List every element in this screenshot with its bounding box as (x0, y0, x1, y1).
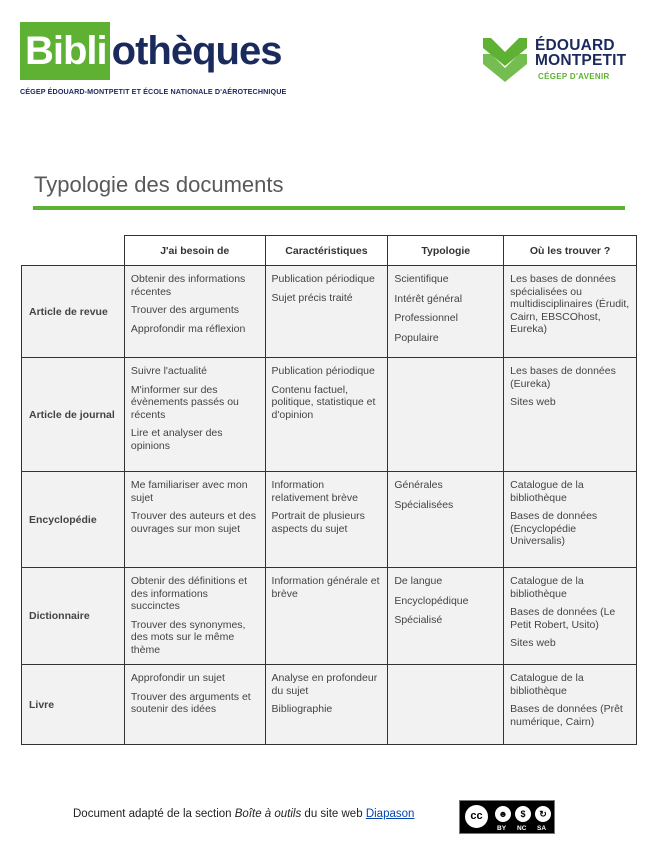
header-blank-cell (22, 236, 125, 266)
row-label: Article de journal (22, 358, 125, 472)
cell-item: Bases de données (Le Petit Robert, Usito) (510, 606, 616, 631)
cell-item: Scientifique (394, 273, 449, 285)
table-row (22, 665, 637, 745)
sa-icon: ↻ (533, 804, 553, 824)
cell-item: Suivre l'actualité (130, 365, 208, 377)
footer-credit (73, 808, 414, 820)
cell-item: Catalogue de la bibliothèque (510, 672, 584, 697)
logo-subtitle: CÉGEP ÉDOUARD-MONTPETIT ET ÉCOLE NATIONALE D'AÉROTECHNIQUE (20, 87, 287, 96)
table-row (22, 266, 637, 358)
em-logo-line1: ÉDOUARD (535, 37, 615, 54)
row-label: Article de revue (22, 266, 125, 358)
footer-text-middle: du site web (301, 808, 366, 820)
cell-item: Obtenir des informations récentes (130, 273, 246, 298)
cell-item: Bases de données (Encyclopédie Universalis) (510, 510, 598, 547)
header-ou: Où les trouver ? (504, 236, 637, 266)
table-header-row (22, 236, 637, 266)
cell-item: Catalogue de la bibliothèque (510, 575, 584, 600)
cell-item: Populaire (394, 331, 439, 344)
cell-item: Spécialisé (394, 614, 443, 626)
by-icon: ☻ (493, 804, 513, 824)
caracteristiques-cell (265, 358, 388, 472)
caracteristiques-cell (265, 665, 388, 745)
cell-item: Publication périodique (271, 273, 375, 285)
table-body (22, 266, 637, 745)
em-logo-tagline: CÉGEP D'AVENIR (538, 72, 610, 81)
cell-item: Trouver des synonymes, des mots sur le même thème (130, 618, 246, 656)
besoin-cell (124, 568, 265, 665)
cell-item: Obtenir des définitions et des informations succinctes (130, 575, 248, 612)
cell-item: Catalogue de la bibliothèque (510, 479, 584, 504)
cell-item: Information relativement brève (271, 479, 358, 504)
cell-item: Analyse en profondeur du sujet (271, 672, 378, 697)
cell-item: Sujet précis traité (271, 291, 353, 304)
cell-item: Approfondir un sujet (130, 672, 225, 684)
cell-item: Information générale et brève (271, 575, 380, 600)
header-besoin: J'ai besoin de (124, 236, 265, 266)
typologie-cell (388, 266, 504, 358)
cc-icon: cc (463, 803, 490, 830)
edouard-montpetit-logo (483, 36, 643, 88)
table-row (22, 358, 637, 472)
cell-item: Sites web (510, 637, 556, 649)
row-label: Livre (22, 665, 125, 745)
cell-item: Trouver des arguments et soutenir des idées (130, 690, 251, 715)
nc-label: NC (517, 825, 527, 832)
cell-item: Lire et analyser des opinions (130, 427, 223, 452)
row-label: Dictionnaire (22, 568, 125, 665)
cell-item: Générales (394, 479, 443, 491)
header-caracteristiques: Caractéristiques (265, 236, 388, 266)
ou-cell (504, 568, 637, 665)
cell-item: Les bases de données spécialisées ou multidisciplinaires (Érudit, Cairn, EBSCOhost, Eureka) (510, 273, 630, 335)
cell-item: Intérêt général (394, 292, 463, 305)
cell-item: De langue (394, 575, 443, 587)
logo-text-green: Bibli (20, 22, 110, 80)
page-title: Typologie des documents (34, 172, 284, 197)
ou-cell (504, 472, 637, 568)
cell-item: Bibliographie (271, 703, 333, 715)
caracteristiques-cell (265, 568, 388, 665)
cell-item: Spécialisées (394, 498, 454, 511)
typologie-cell (388, 472, 504, 568)
title-underline (33, 206, 625, 210)
typologie-cell (388, 665, 504, 745)
table-row (22, 472, 637, 568)
cell-item: Trouver des arguments (130, 304, 240, 316)
ou-cell (504, 358, 637, 472)
table-row (22, 568, 637, 665)
cell-item: M'informer sur des évènements passés ou récents (130, 383, 239, 421)
cell-item: Bases de données (Prêt numérique, Cairn) (510, 703, 623, 728)
ou-cell (504, 665, 637, 745)
nc-icon: $ (513, 804, 533, 824)
sa-label: SA (537, 825, 547, 832)
typologie-cell (388, 568, 504, 665)
footer-italic: Boîte à outils (234, 808, 302, 820)
by-label: BY (497, 825, 507, 832)
besoin-cell (124, 665, 265, 745)
em-mark-icon (483, 36, 527, 82)
cell-item: Encyclopédique (394, 594, 469, 607)
cell-item: Portrait de plusieurs aspects du sujet (271, 510, 365, 535)
em-logo-line2: MONTPETIT (535, 52, 627, 69)
caracteristiques-cell (265, 472, 388, 568)
cell-item: Professionnel (394, 312, 458, 324)
besoin-cell (124, 266, 265, 358)
typology-table (21, 235, 637, 745)
caracteristiques-cell (265, 266, 388, 358)
cell-item: Me familiariser avec mon sujet (130, 479, 248, 504)
footer-text-before: Document adapté de la section (73, 808, 235, 820)
typologie-cell (388, 358, 504, 472)
cell-item: Les bases de données (Eureka) (510, 365, 616, 390)
ou-cell (504, 266, 637, 358)
cell-item: Contenu factuel, politique, statistique et d'opinion (271, 383, 376, 421)
diapason-link[interactable]: Diapason (365, 808, 415, 820)
row-label: Encyclopédie (22, 472, 125, 568)
cell-item: Publication périodique (271, 365, 375, 377)
cell-item: Sites web (510, 396, 556, 408)
cell-item: Approfondir ma réflexion (130, 322, 246, 335)
cell-item: Trouver des auteurs et des ouvrages sur mon sujet (130, 510, 256, 535)
besoin-cell (124, 358, 265, 472)
header-typologie: Typologie (388, 236, 504, 266)
logo-text-blue: othèques (111, 29, 282, 73)
cc-license-badge[interactable] (459, 800, 555, 834)
bibliotheques-logo (20, 22, 287, 98)
besoin-cell (124, 472, 265, 568)
